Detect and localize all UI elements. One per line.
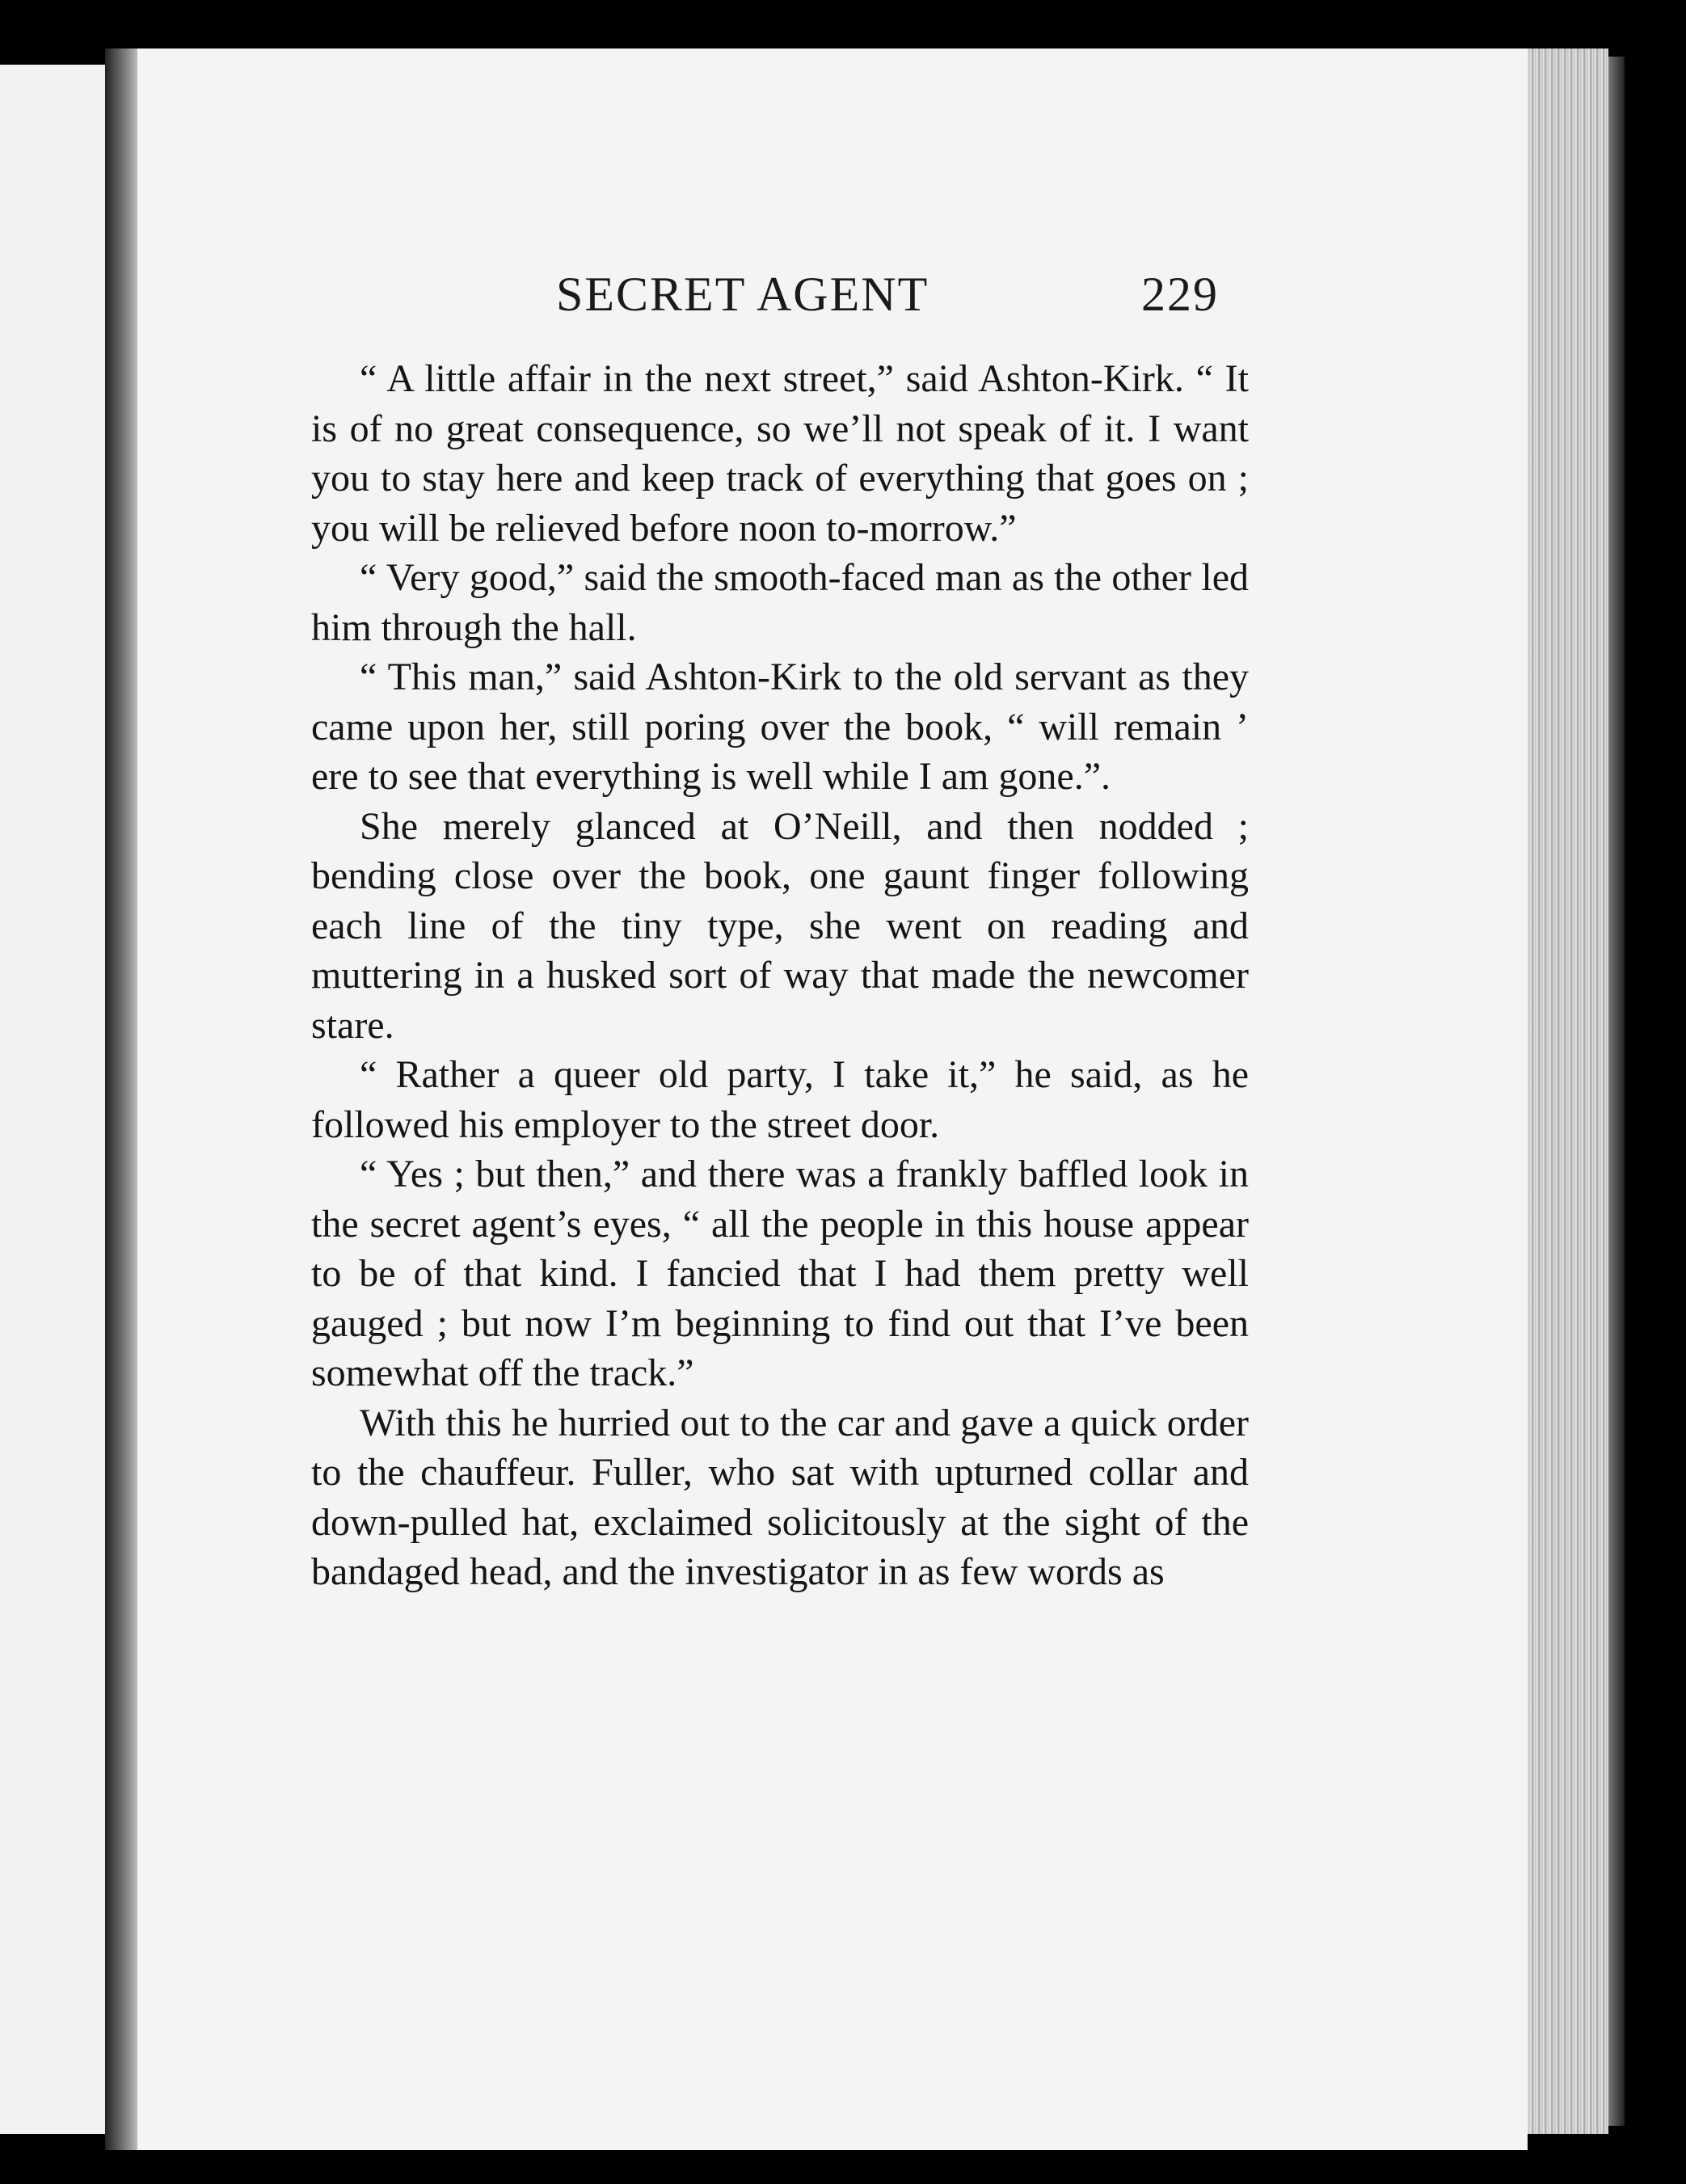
paragraph: “ Yes ; but then,” and there was a frankly baffled look in the secret agent’s eyes, “ all the people in this house appear to be of that kind. I fancied that I had them pretty well gauged ; but now I’m beginning to find out that I’ve been somewhat off the track.” xyxy=(311,1153,1249,1394)
left-page-fragment xyxy=(0,65,105,2134)
paragraph: “ This man,” said Ashton-Kirk to the old servant as they came upon her, still poring over the book, “ will remain ’ ere to see that everything is well while I am gone.”. xyxy=(311,656,1249,798)
page-number: 229 xyxy=(1141,268,1219,321)
paragraph: With this he hurried out to the car and gave a quick order to the chauffeur. Fuller, who sat with upturned collar and down-pulled hat, exclaimed solicitously at the sight of the bandaged head, and the investigator in as few words as xyxy=(311,1401,1249,1593)
cover-edge xyxy=(1608,57,1625,2126)
page-block-edge xyxy=(1528,48,1608,2134)
paragraph: She merely glanced at O’Neill, and then nodded ; bending close over the book, one gaunt finger following each line of the tiny type, she went on reading and muttering in a husked sort of way that made the newcomer stare. xyxy=(311,804,1249,1047)
book-gutter xyxy=(105,48,137,2150)
paragraph: “ Rather a queer old party, I take it,” he said, as he followed his employer to the street door. xyxy=(311,1053,1249,1146)
running-title: SECRET AGENT xyxy=(556,268,929,321)
body-text xyxy=(311,354,1249,1597)
page-header xyxy=(314,259,1235,339)
paragraph: “ A little affair in the next street,” said Ashton-Kirk. “ It is of no great consequence, so we’ll not speak of it. I want you to stay here and keep track of everything that goes on ; you will be relieved before noon to-morrow.” xyxy=(311,357,1249,550)
paragraph: “ Very good,” said the smooth-faced man as the other led him through the hall. xyxy=(311,556,1249,649)
